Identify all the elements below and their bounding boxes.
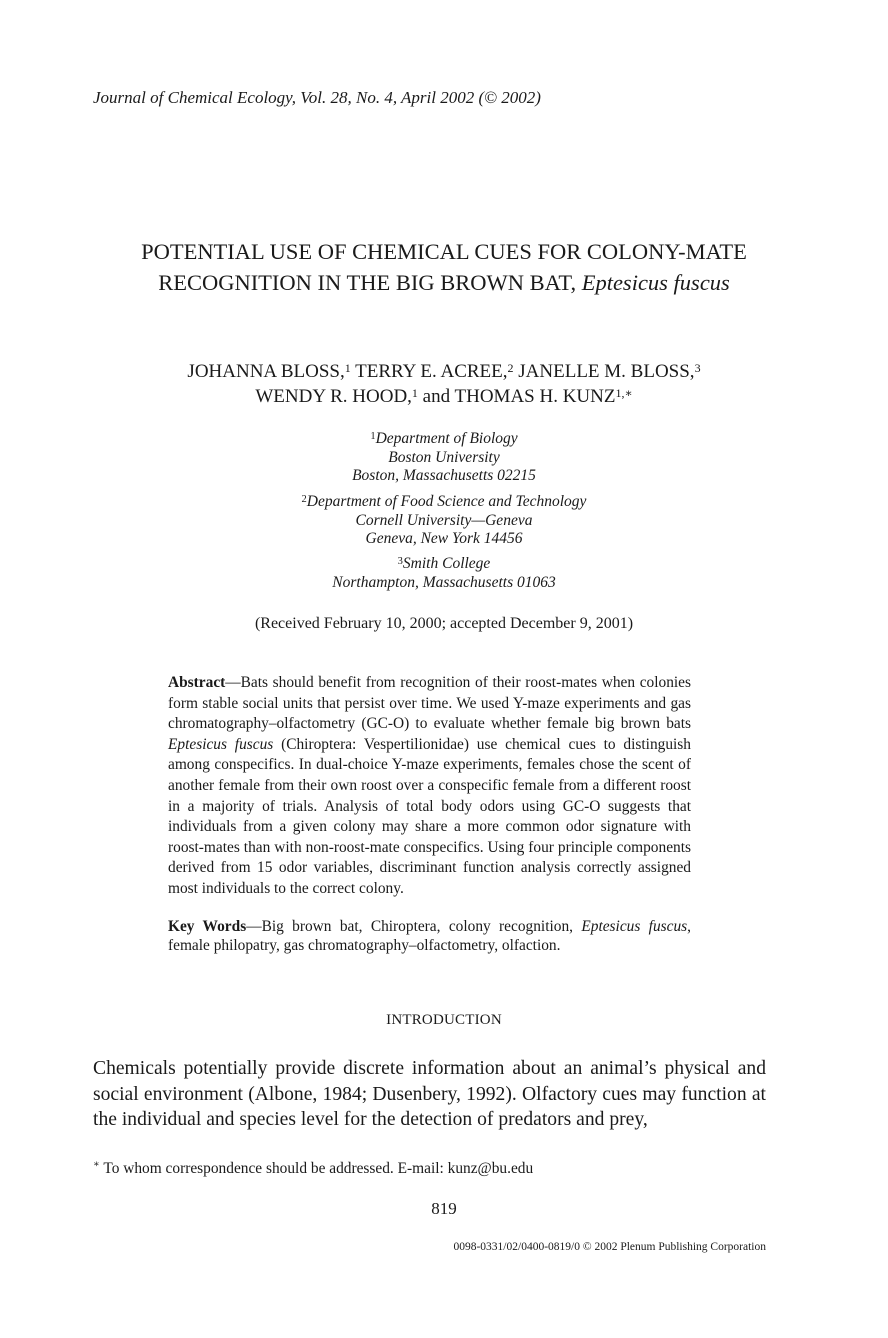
affiliation-line bbox=[60, 430, 828, 449]
copyright-line: 0098-0331/02/0400-0819/0 © 2002 Plenum Publishing Corporation bbox=[453, 1241, 766, 1253]
affiliation-mark: 3 bbox=[397, 556, 403, 567]
correspondence-footnote bbox=[93, 1160, 533, 1178]
keywords-text: , female philopatry, gas chromatography–olfactometry, olfaction. bbox=[168, 918, 692, 954]
title-line-2-text: RECOGNITION IN THE BIG BROWN BAT, bbox=[158, 270, 582, 295]
affiliation-line: Northampton, Massachusetts 01063 bbox=[332, 573, 556, 591]
received-dates: (Received February 10, 2000; accepted December 9, 2001) bbox=[254, 615, 634, 632]
author-name: WENDY R. HOOD, bbox=[255, 386, 412, 407]
affiliation-mark: 2 bbox=[301, 494, 307, 505]
footnote-text: To whom correspondence should be addressed. E-mail: kunz@bu.edu bbox=[99, 1160, 534, 1177]
affiliation-line bbox=[60, 493, 828, 512]
section-heading-introduction: INTRODUCTION bbox=[386, 1012, 502, 1028]
affiliation-1 bbox=[60, 430, 828, 486]
affiliation-mark: 1 bbox=[370, 431, 376, 442]
keywords-species: Eptesicus fuscus bbox=[581, 918, 688, 935]
title-line-2 bbox=[60, 267, 828, 298]
affiliation-line: Boston, Massachusetts 02215 bbox=[352, 467, 536, 484]
keywords bbox=[168, 917, 691, 955]
author-affil-mark: 3 bbox=[694, 361, 701, 375]
article-title bbox=[60, 236, 828, 298]
author-affil-mark: 1 bbox=[344, 361, 351, 375]
affiliation-text: Smith College bbox=[402, 555, 491, 572]
affiliation-3 bbox=[60, 555, 828, 592]
author-line-1 bbox=[60, 359, 828, 384]
affiliation-line: Cornell University—Geneva bbox=[355, 511, 533, 529]
affiliation-text: Department of Food Science and Technology bbox=[306, 493, 587, 510]
page-number: 819 bbox=[431, 1199, 457, 1218]
abstract bbox=[168, 673, 691, 900]
title-line-1: POTENTIAL USE OF CHEMICAL CUES FOR COLONY-MATE bbox=[141, 239, 747, 264]
abstract-label: Abstract bbox=[168, 674, 226, 691]
author-name: JOHANNA BLOSS, bbox=[187, 361, 345, 382]
footnote-mark: ∗ bbox=[93, 1159, 100, 1170]
introduction-paragraph: Chemicals potentially provide discrete information about an animal’s physical and social environment (Albone, 1984; Dusenbery, 1992). Olfactory cues may function at the individual and species level for the detection of predators and prey, bbox=[93, 1058, 766, 1130]
author-affil-mark: 2 bbox=[507, 361, 514, 375]
author-affil-mark: 1,∗ bbox=[615, 386, 633, 400]
abstract-species: Eptesicus fuscus bbox=[168, 735, 274, 753]
title-species: Eptesicus fuscus bbox=[581, 270, 730, 295]
author-name: JANELLE M. BLOSS, bbox=[513, 361, 695, 382]
keywords-label: Key Words bbox=[168, 918, 247, 935]
author-list bbox=[60, 359, 828, 409]
affiliation-line: Geneva, New York 14456 bbox=[365, 530, 523, 547]
abstract-text: (Chiroptera: Vespertilionidae) use chemical cues to distinguish among conspecifics. In dual-choice Y-maze experiments, females chose the scent of another female from their own roost over a conspecific female from a different roost in a majority of trials. Analysis of total body odors using GC-O suggests that individuals from a given colony may share a more common odor signature with roost-mates than with non-roost-mate conspecifics. Using four principle components derived from 15 odor variables, discriminant function analysis correctly assigned most individuals to the correct colony. bbox=[168, 735, 691, 897]
keywords-text: —Big brown bat, Chiroptera, colony recognition, bbox=[246, 918, 582, 935]
journal-citation: Journal of Chemical Ecology, Vol. 28, No. 4, April 2002 (© 2002) bbox=[93, 88, 541, 107]
affiliation-line bbox=[60, 555, 828, 574]
abstract-text: —Bats should benefit from recognition of their roost-mates when colonies form stable social units that persist over time. We used Y-maze experiments and gas chromatography–olfactometry (GC-O) to evaluate whether female big brown bats bbox=[168, 674, 691, 733]
affiliation-line: Boston University bbox=[388, 448, 500, 466]
affiliation-2 bbox=[60, 493, 828, 549]
author-name: and THOMAS H. KUNZ bbox=[417, 386, 616, 407]
author-line-2 bbox=[60, 384, 828, 409]
affiliation-text: Department of Biology bbox=[375, 430, 518, 447]
author-name: TERRY E. ACREE, bbox=[350, 361, 508, 382]
author-affil-mark: 1 bbox=[411, 386, 418, 400]
